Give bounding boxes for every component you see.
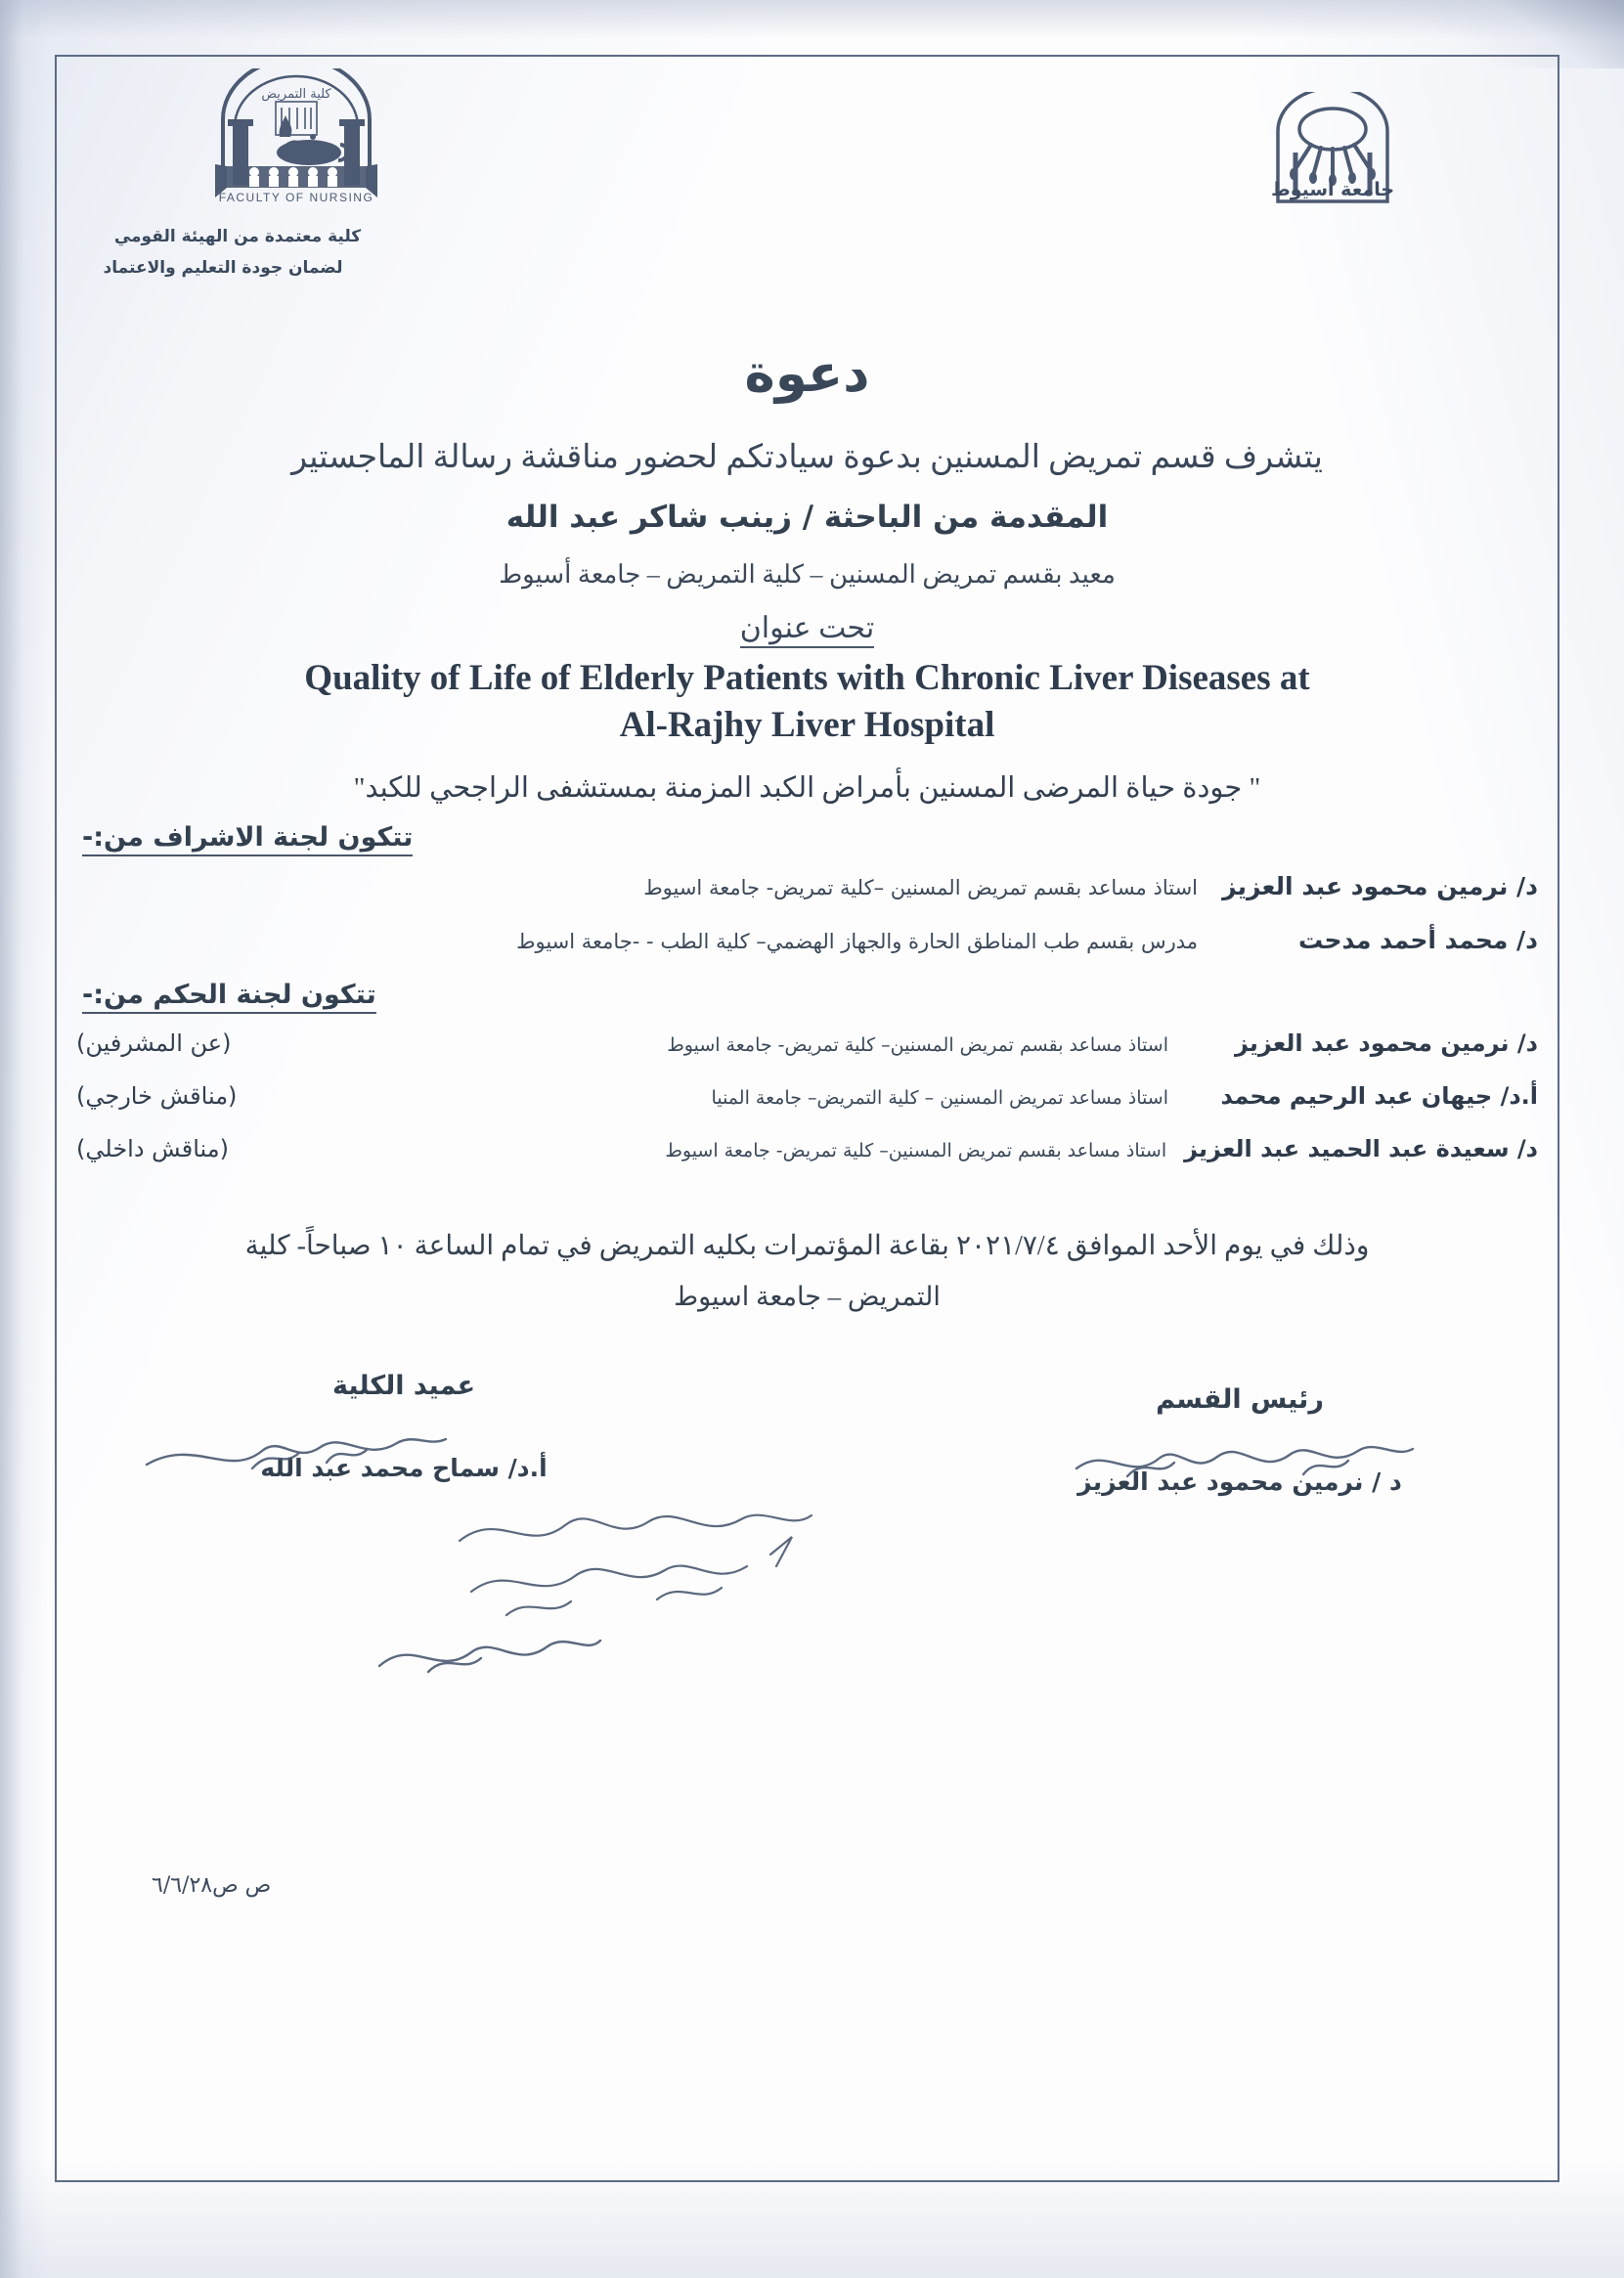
supervision-committee-heading-text: تتكون لجنة الاشراف من:- (82, 822, 413, 856)
under-title-label-text: تحت عنوان (740, 612, 875, 648)
jury-committee-heading-text: تتكون لجنة الحكم من:- (82, 980, 376, 1014)
assiut-university-logo (1225, 92, 1401, 209)
faculty-of-nursing-logo (76, 68, 399, 285)
member-role: (مناقش داخلي) (76, 1135, 229, 1163)
scan-edge-shadow-top (0, 0, 1624, 39)
dean-signature-block (194, 1371, 614, 1482)
document-content (76, 68, 1538, 2170)
thesis-title-english-line-2: Al-Rajhy Liver Hospital (619, 705, 995, 746)
member-role: (مناقش خارجي) (76, 1082, 238, 1111)
member-title: مدرس بقسم طب المناطق الحارة والجهاز الهضمي– كلية الطب - -جامعة اسيوط (516, 930, 1198, 954)
member-title: استاذ مساعد تمريض المسنين – كلية التمريض– جامعة المنيا (711, 1087, 1168, 1110)
thesis-title-english (76, 655, 1538, 749)
jury-committee-heading (76, 980, 1538, 1010)
member-name: د/ محمد أحمد مدحت (1298, 926, 1538, 955)
member-title: استاذ مساعد بقسم تمريض المسنين– كلية تمريض- جامعة اسيوط (665, 1140, 1167, 1162)
supervision-committee-list (76, 872, 1538, 954)
researcher-affiliation: معيد بقسم تمريض المسنين – كلية التمريض – جامعة أسيوط (499, 560, 1116, 589)
venue-line: التمريض – جامعة اسيوط (674, 1282, 941, 1312)
member-name: أ.د/ جيهان عبد الرحيم محمد (1220, 1082, 1538, 1111)
member-title: استاذ مساعد بقسم تمريض المسنين– كلية تمريض- جامعة اسيوط (667, 1034, 1168, 1057)
member-title: استاذ مساعد بقسم تمريض المسنين –كلية تمريض- جامعة اسيوط (643, 876, 1198, 900)
department-head-label: رئيس القسم (1156, 1384, 1324, 1416)
table-row (76, 926, 1538, 954)
table-row (76, 1029, 1538, 1057)
member-role: (عن المشرفين) (76, 1029, 232, 1058)
invitation-sentence: يتشرف قسم تمريض المسنين بدعوة سيادتكم لحضور مناقشة رسالة الماجستير (291, 440, 1323, 475)
thesis-title-arabic: " جودة حياة المرضى المسنين بأمراض الكبد المزمنة بمستشفى الراجحي للكبد" (353, 772, 1261, 805)
accreditation-note (76, 221, 399, 285)
member-name: د/ نرمين محمود عبد العزيز (1222, 872, 1538, 901)
schedule-line: وذلك في يوم الأحد الموافق ٢٠٢١/٧/٤ بقاعة المؤتمرات بكليه التمريض في تمام الساعة ١٠ صباحاً- كلية (244, 1231, 1370, 1262)
department-head-signature-block (1030, 1384, 1450, 1496)
under-title-label (76, 611, 1538, 645)
document-header (76, 68, 1538, 342)
signature-area (76, 1371, 1538, 1693)
supervision-committee-heading (76, 822, 1538, 853)
member-name: د/ نرمين محمود عبد العزيز (1234, 1029, 1538, 1058)
reference-number: ص ص٦/٦/٢٨ (152, 1873, 272, 1898)
accreditation-line-2: لضمان جودة التعليم والاعتماد (103, 258, 343, 279)
dean-name: أ.د/ سماح محمد عبد الله (260, 1454, 548, 1483)
nursing-logo-caption: FACULTY OF NURSING (218, 191, 374, 204)
table-row (76, 872, 1538, 900)
table-row (76, 1082, 1538, 1110)
scan-edge-shadow-left (0, 0, 51, 2278)
handwritten-annotation-notes (448, 1498, 868, 1654)
handwritten-signature-bottom (370, 1615, 604, 1693)
jury-committee-list (76, 1029, 1538, 1162)
department-head-name: د / نرمين محمود عبد العزيز (1077, 1468, 1402, 1497)
table-row (76, 1135, 1538, 1162)
thesis-title-english-line-1: Quality of Life of Elderly Patients with Chronic Liver Diseases at (304, 658, 1310, 698)
accreditation-line-1: كلية معتمدة من الهيئة القومي (113, 227, 362, 246)
researcher-name-line: المقدمة من الباحثة / زينب شاكر عبد الله (505, 500, 1109, 535)
svg-text:كلية التمريض: كلية التمريض (261, 87, 331, 102)
dean-label: عميد الكلية (331, 1371, 476, 1402)
member-name: د/ سعيدة عبد الحميد عبد العزيز (1184, 1135, 1538, 1163)
assiut-logo-caption: جامعة أسيوط (1270, 179, 1395, 200)
page-title: دعوة (744, 344, 870, 404)
